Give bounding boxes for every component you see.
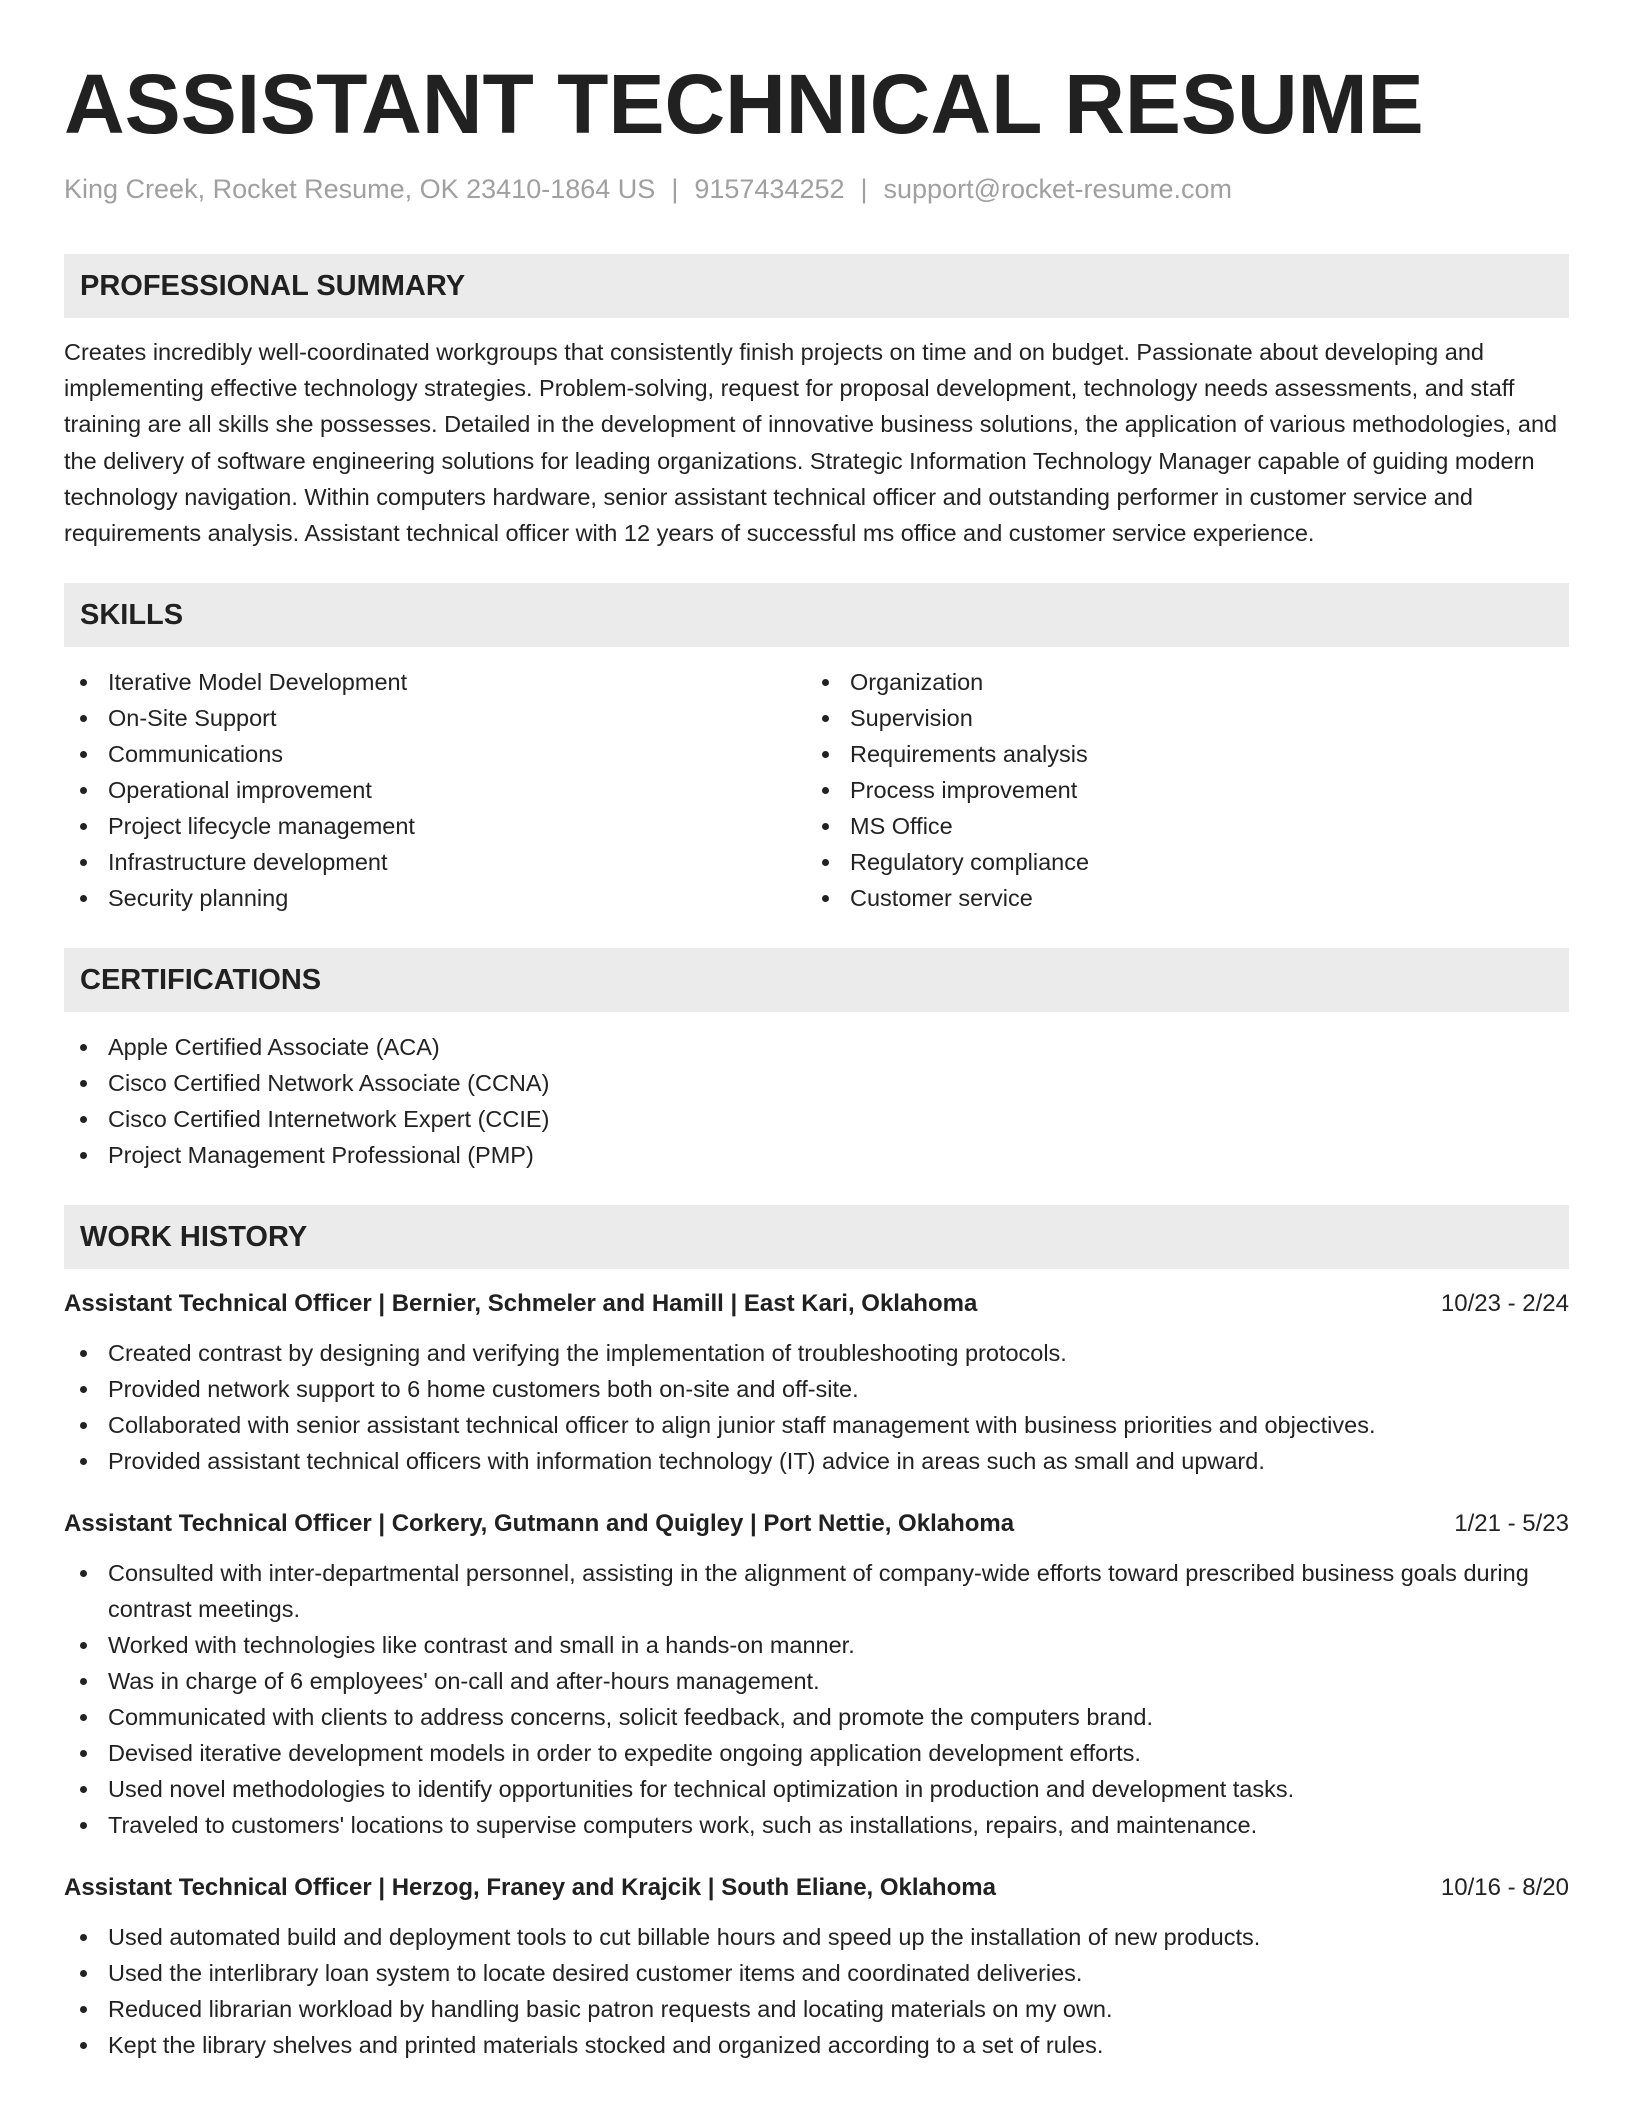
contact-separator: | xyxy=(860,174,868,204)
job-bullet: Used the interlibrary loan system to locate desired customer items and coordinated deliveries. xyxy=(64,1955,1569,1991)
skill-item: Regulatory compliance xyxy=(806,844,1548,880)
skill-item: Customer service xyxy=(806,880,1548,916)
job-bullet: Provided assistant technical officers with information technology (IT) advice in areas such as small and upward. xyxy=(64,1443,1569,1479)
job-bullet: Traveled to customers' locations to supervise computers work, such as installations, repairs, and maintenance. xyxy=(64,1807,1569,1843)
job-dates: 1/21 - 5/23 xyxy=(1454,1510,1569,1538)
contact-line xyxy=(64,176,1569,203)
job-entry xyxy=(64,1287,1569,1479)
job-header xyxy=(64,1507,1569,1541)
job-title: Assistant Technical Officer | Herzog, Franey and Krajcik | South Eliane, Oklahoma xyxy=(64,1874,996,1902)
job-header xyxy=(64,1287,1569,1321)
certification-item: Cisco Certified Internetwork Expert (CCIE) xyxy=(64,1101,1569,1137)
certification-item: Cisco Certified Network Associate (CCNA) xyxy=(64,1065,1569,1101)
skills-list-left xyxy=(64,664,806,916)
skill-item: On-Site Support xyxy=(64,700,806,736)
job-bullet: Kept the library shelves and printed materials stocked and organized according to a set of rules. xyxy=(64,2027,1569,2063)
work-history-heading: WORK HISTORY xyxy=(64,1205,1569,1269)
contact-separator: | xyxy=(671,174,679,204)
job-bullet: Used automated build and deployment tools to cut billable hours and speed up the installation of new products. xyxy=(64,1919,1569,1955)
skill-item: Organization xyxy=(806,664,1548,700)
job-bullet: Consulted with inter-departmental personnel, assisting in the alignment of company-wide efforts toward prescribed business goals during contrast meetings. xyxy=(64,1555,1569,1627)
skills-heading: SKILLS xyxy=(64,583,1569,647)
skill-item: Supervision xyxy=(806,700,1548,736)
skills-list-right xyxy=(806,664,1548,916)
job-bullet: Reduced librarian workload by handling basic patron requests and locating materials on my own. xyxy=(64,1991,1569,2027)
job-bullet: Collaborated with senior assistant technical officer to align junior staff management with business priorities and objectives. xyxy=(64,1407,1569,1443)
job-bullet: Communicated with clients to address concerns, solicit feedback, and promote the computers brand. xyxy=(64,1699,1569,1735)
job-bullet: Devised iterative development models in order to expedite ongoing application development efforts. xyxy=(64,1735,1569,1771)
skill-item: MS Office xyxy=(806,808,1548,844)
skill-item: Communications xyxy=(64,736,806,772)
skill-item: Operational improvement xyxy=(64,772,806,808)
summary-heading: PROFESSIONAL SUMMARY xyxy=(64,254,1569,318)
job-dates: 10/16 - 8/20 xyxy=(1440,1874,1569,1902)
job-bullet: Provided network support to 6 home customers both on-site and off-site. xyxy=(64,1371,1569,1407)
skill-item: Iterative Model Development xyxy=(64,664,806,700)
skill-item: Project lifecycle management xyxy=(64,808,806,844)
job-title: Assistant Technical Officer | Bernier, Schmeler and Hamill | East Kari, Oklahoma xyxy=(64,1290,978,1318)
contact-address: King Creek, Rocket Resume, OK 23410-1864 US xyxy=(64,174,656,204)
contact-phone: 9157434252 xyxy=(694,174,845,204)
skill-item: Infrastructure development xyxy=(64,844,806,880)
job-dates: 10/23 - 2/24 xyxy=(1440,1290,1569,1318)
job-entry xyxy=(64,1871,1569,2063)
job-title: Assistant Technical Officer | Corkery, Gutmann and Quigley | Port Nettie, Oklahoma xyxy=(64,1510,1015,1538)
certification-item: Apple Certified Associate (ACA) xyxy=(64,1029,1569,1065)
summary-text: Creates incredibly well-coordinated workgroups that consistently finish projects on time and on budget. Passionate about developing and implementing effective technology strategies. Problem-solving, request for proposal development, technology needs assessments, and staff training are all skills she possesses. Detailed in the development of innovative business solutions, the application of various methodologies, and the delivery of software engineering solutions for leading organizations. Strategic Information Technology Manager capable of guiding modern technology navigation. Within computers hardware, senior assistant technical officer and outstanding performer in customer service and requirements analysis. Assistant technical officer with 12 years of successful ms office and customer service experience. xyxy=(64,339,1558,547)
skills-column-left xyxy=(64,664,806,916)
job-bullet: Created contrast by designing and verifying the implementation of troubleshooting protocols. xyxy=(64,1335,1569,1371)
contact-email: support@rocket-resume.com xyxy=(883,174,1233,204)
job-bullet: Was in charge of 6 employees' on-call and after-hours management. xyxy=(64,1663,1569,1699)
skill-item: Requirements analysis xyxy=(806,736,1548,772)
skills-column-right xyxy=(806,664,1548,916)
job-bullets xyxy=(64,1335,1569,1479)
skill-item: Process improvement xyxy=(806,772,1548,808)
job-bullet: Worked with technologies like contrast and small in a hands-on manner. xyxy=(64,1627,1569,1663)
job-bullet: Used novel methodologies to identify opportunities for technical optimization in production and development tasks. xyxy=(64,1771,1569,1807)
job-bullets xyxy=(64,1555,1569,1843)
certifications-heading: CERTIFICATIONS xyxy=(64,948,1569,1012)
skill-item: Security planning xyxy=(64,880,806,916)
job-header xyxy=(64,1871,1569,1905)
certifications-list xyxy=(64,1029,1569,1173)
certification-item: Project Management Professional (PMP) xyxy=(64,1137,1569,1173)
skills-columns xyxy=(64,664,1569,916)
job-entry xyxy=(64,1507,1569,1843)
job-bullets xyxy=(64,1919,1569,2063)
resume-title: ASSISTANT TECHNICAL RESUME xyxy=(64,57,1424,151)
